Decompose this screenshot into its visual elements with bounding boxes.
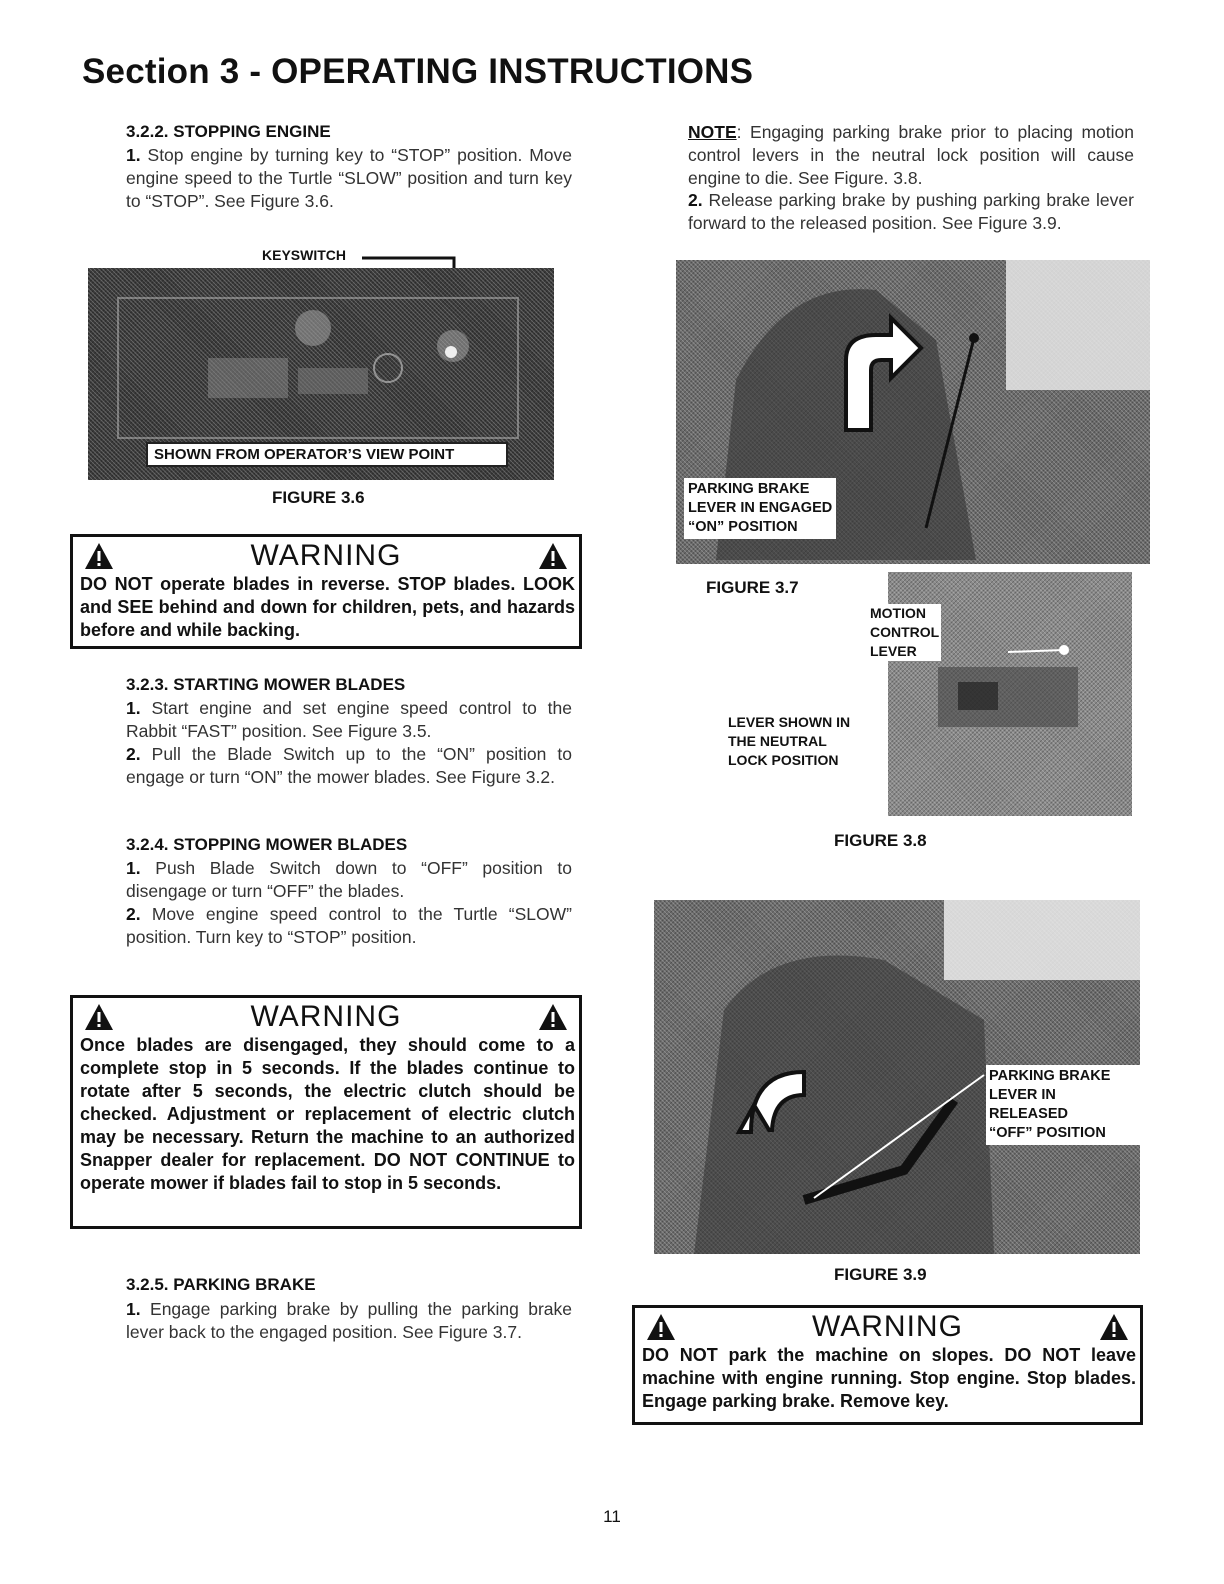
warning-title: WARNING xyxy=(250,1000,402,1033)
page-number: 11 xyxy=(603,1507,621,1526)
figure-3-9-caption: FIGURE 3.9 xyxy=(834,1265,927,1284)
parking-brake-engaged-label xyxy=(684,478,836,539)
warning-triangle-icon xyxy=(645,1312,677,1342)
step-3-2-4-2 xyxy=(126,903,572,949)
warning-box-reverse xyxy=(70,534,582,649)
step-number: 1. xyxy=(126,1299,141,1319)
section-heading-3-2-5: 3.2.5. PARKING BRAKE xyxy=(126,1275,316,1294)
figure-3-7-photo xyxy=(676,260,1150,564)
view-point-label: SHOWN FROM OPERATOR’S VIEW POINT xyxy=(146,442,508,467)
label-line: “ON” POSITION xyxy=(688,519,798,535)
neutral-lock-label xyxy=(728,713,850,770)
label-line: LEVER IN RELEASED xyxy=(989,1087,1068,1122)
figure-3-7-caption: FIGURE 3.7 xyxy=(706,578,799,597)
warning-text: DO NOT park the machine on slopes. DO NOT leave machine with engine running. Stop engine. Stop blades. Engage parking brake. Remove key. xyxy=(642,1345,1136,1411)
step-number: 1. xyxy=(126,858,141,878)
step-text: Start engine and set engine speed control to the Rabbit “FAST” position. See Figure 3.5. xyxy=(126,698,572,741)
figure-3-6-caption: FIGURE 3.6 xyxy=(272,488,365,507)
warning-triangle-icon xyxy=(83,541,115,571)
step-3-2-3-2 xyxy=(126,743,572,789)
label-line: “OFF” POSITION xyxy=(989,1125,1106,1141)
keyswitch-label: KEYSWITCH xyxy=(262,247,346,263)
step-release-brake xyxy=(688,189,1134,235)
step-number: 2. xyxy=(126,904,141,924)
step-text: Move engine speed control to the Turtle “SLOW” position. Turn key to “STOP” position. xyxy=(126,904,572,947)
page-title: Section 3 - OPERATING INSTRUCTIONS xyxy=(82,52,754,91)
section-heading-3-2-3: 3.2.3. STARTING MOWER BLADES xyxy=(126,675,406,694)
note-text: : Engaging parking brake prior to placing motion control levers in the neutral lock position will cause engine to die. See Figure. 3.8. xyxy=(688,122,1134,188)
warning-title: WARNING xyxy=(812,1310,963,1343)
label-line: MOTION xyxy=(870,605,926,621)
step-3-2-2-1 xyxy=(126,144,572,213)
label-line: PARKING BRAKE xyxy=(989,1068,1111,1084)
label-line: LEVER SHOWN IN xyxy=(728,714,851,730)
label-line: CONTROL xyxy=(870,624,940,640)
step-text: Engage parking brake by pulling the parking brake lever back to the engaged position. See Figure 3.7. xyxy=(126,1299,572,1342)
step-text: Push Blade Switch down to “OFF” position to disengage or turn “OFF” the blades. xyxy=(126,858,572,901)
step-text: Pull the Blade Switch up to the “ON” position to engage or turn “ON” the mower blades. See Figure 3.2. xyxy=(126,744,572,787)
note-label: NOTE xyxy=(688,122,737,142)
motion-control-lever-label xyxy=(868,604,941,661)
figure-3-8-caption: FIGURE 3.8 xyxy=(834,831,927,850)
parking-brake-released-label xyxy=(986,1065,1140,1145)
label-line: PARKING BRAKE xyxy=(688,481,810,497)
step-3-2-5-1 xyxy=(126,1298,572,1344)
warning-title: WARNING xyxy=(250,539,402,572)
step-number: 1. xyxy=(126,145,141,165)
label-line: LOCK POSITION xyxy=(728,752,839,768)
step-number: 1. xyxy=(126,698,141,718)
warning-box-parking xyxy=(632,1305,1143,1425)
warning-triangle-icon xyxy=(537,541,569,571)
step-number: 2. xyxy=(688,190,703,210)
warning-text: DO NOT operate blades in reverse. STOP blades. LOOK and SEE behind and down for children, pets, and hazards before and while backing. xyxy=(80,574,575,640)
warning-triangle-icon xyxy=(1098,1312,1130,1342)
warning-box-blades-stop xyxy=(70,995,582,1229)
step-3-2-4-1 xyxy=(126,857,572,903)
note-paragraph xyxy=(688,121,1134,190)
section-heading-3-2-2: 3.2.2. STOPPING ENGINE xyxy=(126,122,331,141)
label-line: LEVER xyxy=(870,643,917,659)
figure-3-6-photo xyxy=(88,268,554,480)
step-text: Release parking brake by pushing parking brake lever forward to the released position. See Figure 3.9. xyxy=(688,190,1134,233)
warning-text: Once blades are disengaged, they should come to a complete stop in 5 seconds. If the blades continue to rotate after 5 seconds, the electric clutch should be checked. Adjustment or replacement of electric clutch may be necessary. Return the machine to an authorized Snapper dealer for replacement. DO NOT CONTINUE to operate mower if blades fail to stop in 5 seconds. xyxy=(80,1035,575,1193)
label-line: THE NEUTRAL xyxy=(728,733,827,749)
label-line: LEVER IN ENGAGED xyxy=(688,500,833,516)
section-heading-3-2-4: 3.2.4. STOPPING MOWER BLADES xyxy=(126,835,408,854)
step-text: Stop engine by turning key to “STOP” position. Move engine speed to the Turtle “SLOW” position and turn key to “STOP”. See Figure 3.6. xyxy=(126,145,572,211)
step-number: 2. xyxy=(126,744,141,764)
figure-3-9-photo xyxy=(654,900,1140,1254)
warning-triangle-icon xyxy=(83,1002,115,1032)
step-3-2-3-1 xyxy=(126,697,572,743)
warning-triangle-icon xyxy=(537,1002,569,1032)
